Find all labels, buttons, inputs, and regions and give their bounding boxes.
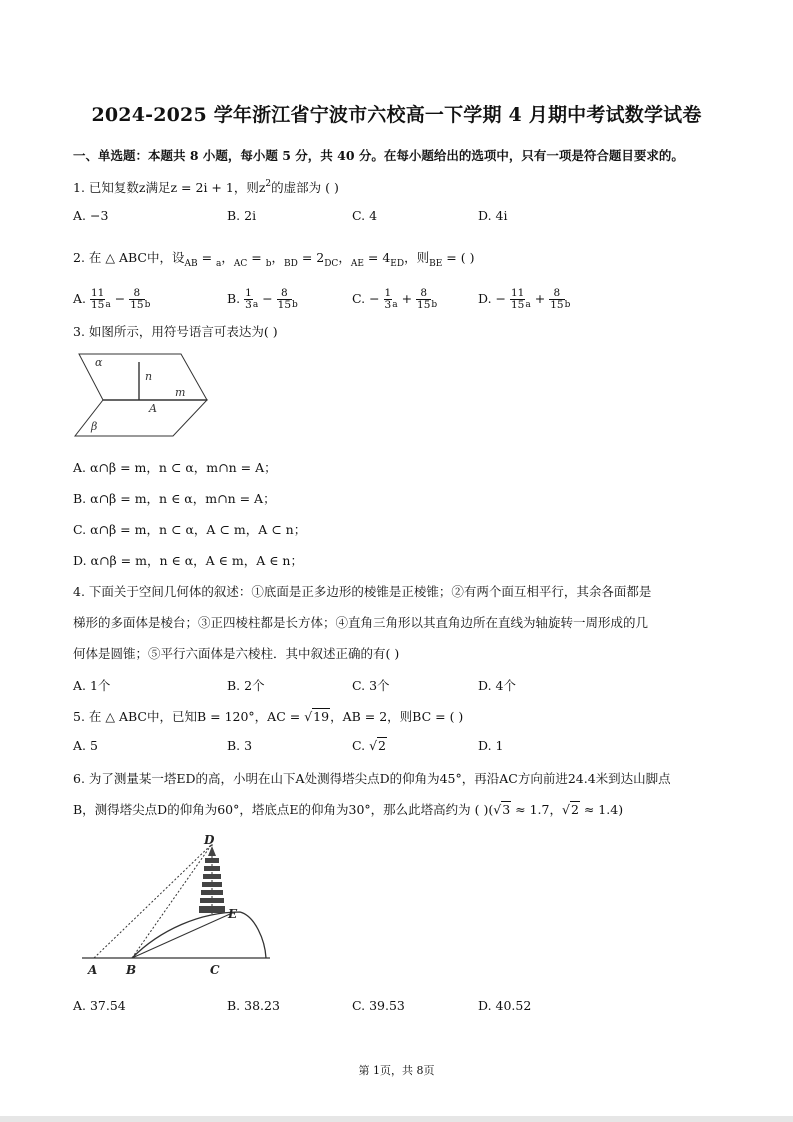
q3-planes-figure <box>73 348 213 440</box>
q2-opt-b-frac2 <box>277 288 292 311</box>
q2-vec-ab: AB <box>184 259 198 269</box>
q2-eq4: = 4 <box>363 250 391 265</box>
q4-option-d[interactable]: D. 4个 <box>478 678 516 693</box>
vec-a: a <box>392 300 398 310</box>
page-footer: 第 1页，共 8页 <box>358 1064 435 1077</box>
label-C: C <box>210 963 220 977</box>
q5-option-b[interactable]: B. 3 <box>227 738 253 753</box>
q4-stem-line1: 4. 下面关于空间几何体的叙述：①底面是正多边形的棱锥是正棱锥；②有两个面互相平行，其余各面都是 <box>73 584 652 599</box>
page-title: 2024-2025 学年浙江省宁波市六校高一下学期 4 月期中考试数学试卷 <box>91 104 702 126</box>
q5-stem-a: 5. 在 △ ABC中，已知B = 120°，AC = <box>73 709 305 724</box>
q2-vec-be: BE <box>429 259 443 269</box>
vec-a: a <box>525 300 531 310</box>
q6-sqrt2: 2 <box>570 802 579 817</box>
frac-num: 1 <box>245 287 252 299</box>
frac-den: 3 <box>384 299 392 311</box>
q2-option-d[interactable] <box>478 288 570 311</box>
q2-eq1: = <box>197 250 217 265</box>
pagoda-top <box>208 846 216 856</box>
pagoda-tier <box>202 882 222 887</box>
q2-opt-d-label: D. − <box>478 291 506 306</box>
pagoda-tier <box>204 866 220 871</box>
q5-option-d[interactable]: D. 1 <box>478 738 504 753</box>
q2-vec-ac: AC <box>233 259 248 269</box>
frac-num: 1 <box>384 287 392 299</box>
q2-opt-d-frac2 <box>549 288 564 311</box>
label-D: D <box>204 833 215 847</box>
q2-opt-b-op: − <box>262 291 273 306</box>
q2-opt-a-label: A. <box>73 291 87 306</box>
q2-opt-b-frac1 <box>244 288 253 311</box>
q2-vec-ed: ED <box>390 259 405 269</box>
q1-option-d[interactable]: D. 4i <box>478 208 508 223</box>
q2-stem-text: 2. 在 △ ABC中，设 <box>73 250 185 265</box>
q4-option-a[interactable]: A. 1个 <box>73 678 111 693</box>
q1-stem-sup: 2 <box>265 179 272 189</box>
frac-den: 15 <box>91 299 105 311</box>
q5-stem: 5. 在 △ ABC中，已知B = 120°，AC = √19，AB = 2，则BC = ( ) <box>73 709 464 724</box>
q2-opt-c-op: + <box>401 291 413 306</box>
q5-opt-c-label: C. <box>352 738 370 753</box>
vec-a: a <box>252 300 259 310</box>
pagoda-tier <box>201 890 223 895</box>
q2-option-c[interactable] <box>352 288 437 311</box>
q2-opt-d-op: + <box>534 291 546 306</box>
q2-opt-a-frac2 <box>129 288 144 311</box>
label-E: E <box>228 907 238 921</box>
q6-stem-line2-a: B，测得塔尖点D的仰角为60°，塔底点E的仰角为30°，那么此塔高约为 ( )( <box>73 802 494 817</box>
frac-num: 8 <box>549 288 564 300</box>
frac-num: 8 <box>129 288 144 300</box>
q2-opt-a-op: − <box>114 291 126 306</box>
pagoda-base <box>199 906 225 913</box>
q6-stem-line2-c: ≈ 1.4) <box>579 802 624 817</box>
frac-num: 11 <box>91 287 105 299</box>
q1-stem-text-a: 1. 已知复数z满足z = 2i + 1，则z <box>73 180 266 195</box>
q2-vec-bd: BD <box>284 259 298 269</box>
bottom-divider <box>0 1116 793 1122</box>
section-heading: 一、单选题：本题共 8 小题，每小题 5 分，共 40 分。在每小题给出的选项中，只有一项是符合题目要求的。 <box>73 148 684 163</box>
frac-num: 8 <box>277 288 292 300</box>
q6-sqrt3: 3 <box>502 802 511 817</box>
q5-stem-b: ，AB = 2，则BC = ( ) <box>330 709 464 724</box>
q6-option-d[interactable]: D. 40.52 <box>478 998 532 1013</box>
label-n: n <box>145 370 153 383</box>
frac-den: 15 <box>130 299 144 311</box>
q3-option-d[interactable]: D. α∩β = m，n ∈ α，A ∈ m，A ∈ n； <box>73 553 303 568</box>
frac-den: 15 <box>277 299 292 311</box>
q2-opt-c-frac2 <box>416 288 431 311</box>
frac-den: 15 <box>550 299 564 311</box>
q2-vec-ae: AE <box>350 259 364 269</box>
q2-opt-c-frac1 <box>384 288 393 311</box>
q3-option-b[interactable]: B. α∩β = m，n ∈ α，m∩n = A； <box>73 491 276 506</box>
q2-stem: 2. 在 △ ABC中，设$_{AB}$ = $_a$，$_{AC}$ = $_b$，$_{BD} = 2_{DC}$，$_{AE} = 4_{ED}$，则$_{BE}$ = ( ) <box>73 250 475 269</box>
q3-option-c[interactable]: C. α∩β = m，n ⊂ α，A ⊂ m，A ⊂ n； <box>73 522 307 537</box>
q2-end: = ( ) <box>442 250 475 265</box>
label-A: A <box>88 963 98 977</box>
q6-stem-line1: 6. 为了测量某一塔ED的高，小明在山下A处测得塔尖点D的仰角为45°，再沿AC方向前进24.4米到达山脚点 <box>73 771 671 786</box>
q4-stem-line3: 何体是圆锥；⑤平行六面体是六棱柱．其中叙述正确的有( ) <box>73 646 400 661</box>
q2-option-a[interactable] <box>73 288 150 311</box>
q4-stem-line2: 梯形的多面体是棱台；③正四棱柱都是长方体；④直角三角形以其直角边所在直线为轴旋转一周形成的几 <box>73 615 649 630</box>
q2-opt-a-frac1 <box>90 288 105 311</box>
q4-option-c[interactable]: C. 3个 <box>352 678 390 693</box>
label-alpha: α <box>95 356 103 369</box>
vec-b: b <box>144 300 151 310</box>
q1-stem-text-b: 的虚部为 ( ) <box>271 180 339 195</box>
q5-sqrt-19: 19 <box>313 709 330 724</box>
frac-den: 3 <box>245 299 252 311</box>
frac-num: 11 <box>510 287 525 299</box>
vec-b: b <box>564 300 571 310</box>
q2-vec-dc: DC <box>324 259 339 269</box>
q1-option-a[interactable]: A. −3 <box>73 208 109 223</box>
pagoda-tier <box>203 874 221 879</box>
q2-option-b[interactable] <box>227 288 298 311</box>
q5-option-c[interactable]: C. √2 <box>352 738 386 753</box>
q2-opt-b-label: B. <box>227 291 241 306</box>
q2-vec-a: a <box>216 259 222 269</box>
q6-option-a[interactable]: A. 37.54 <box>73 998 126 1013</box>
vec-a: a <box>105 300 111 310</box>
q2-eq3: = 2 <box>297 250 325 265</box>
pagoda-tier <box>200 898 224 903</box>
q6-option-b[interactable]: B. 38.23 <box>227 998 280 1013</box>
vec-b: b <box>292 300 298 310</box>
q3-option-a[interactable]: A. α∩β = m，n ⊂ α，m∩n = A； <box>73 460 277 475</box>
label-B: B <box>126 963 137 977</box>
vec-b: b <box>431 300 438 310</box>
label-m: m <box>175 386 186 399</box>
q6-option-c[interactable]: C. 39.53 <box>352 998 405 1013</box>
frac-den: 15 <box>510 299 525 311</box>
q6-stem-line2: B，测得塔尖点D的仰角为60°，塔底点E的仰角为30°，那么此塔高约为 ( )(√3 ≈ 1.7，√2 ≈ 1.4) <box>73 802 624 817</box>
frac-den: 15 <box>417 299 431 311</box>
q5-opt-c-sqrt: 2 <box>378 738 386 753</box>
q6-stem-line2-b: ≈ 1.7， <box>511 802 562 817</box>
frac-num: 8 <box>416 288 431 300</box>
sightline-b-e <box>132 914 230 958</box>
pagoda-tier <box>205 858 219 863</box>
q5-option-a[interactable]: A. 5 <box>73 738 98 753</box>
hill-outline <box>132 912 266 958</box>
q6-tower-figure <box>80 830 280 980</box>
q1-stem <box>73 178 339 196</box>
q2-eq2: = <box>247 250 266 265</box>
q1-option-b[interactable]: B. 2i <box>227 208 257 223</box>
q2-opt-c-label: C. − <box>352 291 380 306</box>
q2-opt-d-frac1 <box>510 288 525 311</box>
label-A: A <box>149 402 157 415</box>
q4-option-b[interactable]: B. 2个 <box>227 678 265 693</box>
label-beta: β <box>91 420 98 433</box>
q1-option-c[interactable]: C. 4 <box>352 208 378 223</box>
q2-vec-b: b <box>265 259 272 269</box>
q3-stem: 3. 如图所示，用符号语言可表达为( ) <box>73 324 278 339</box>
q2-then: ，则 <box>404 250 430 265</box>
